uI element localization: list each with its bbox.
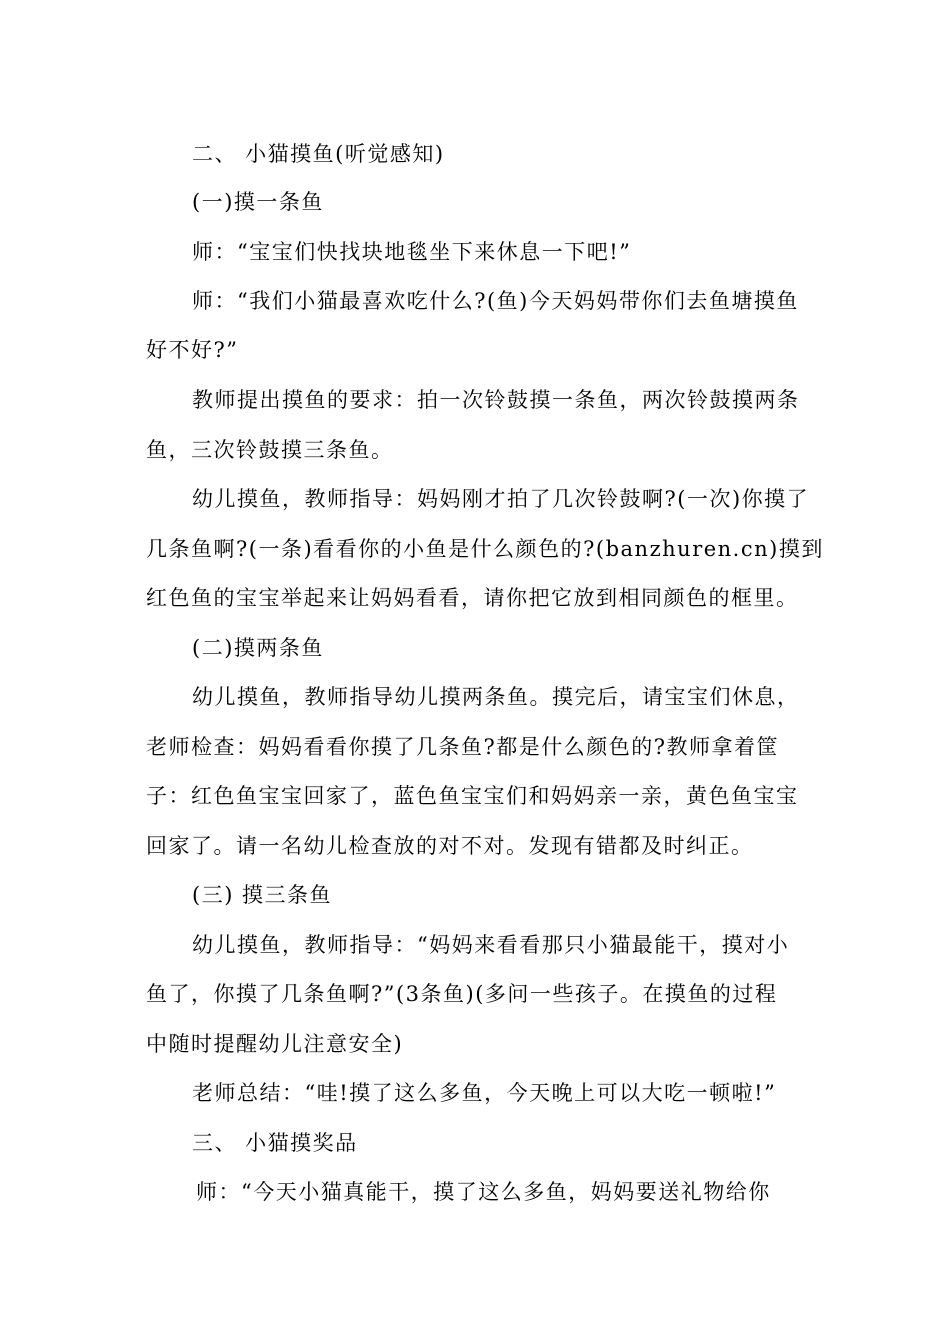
paragraph-line: 师：“今天小猫真能干，摸了这么多鱼，妈妈要送礼物给你 xyxy=(196,1180,771,1204)
subsection-heading-3: (三) 摸三条鱼 xyxy=(192,883,333,907)
paragraph-line: 子：红色鱼宝宝回家了，蓝色鱼宝宝们和妈妈亲一亲，黄色鱼宝宝 xyxy=(146,784,799,808)
section-heading-2: 二、 小猫摸鱼(听觉感知) xyxy=(192,142,445,166)
paragraph-line: 幼儿摸鱼，教师指导幼儿摸两条鱼。摸完后，请宝宝们休息， xyxy=(192,685,800,709)
section-heading-3: 三、 小猫摸奖品 xyxy=(192,1131,358,1155)
paragraph-line: 红色鱼的宝宝举起来让妈妈看看，请你把它放到相同颜色的框里。 xyxy=(146,586,799,610)
subsection-heading-2: (二)摸两条鱼 xyxy=(192,636,324,660)
paragraph-line: 师：“宝宝们快找块地毯坐下来休息一下吧!” xyxy=(192,240,632,264)
paragraph-line: 回家了。请一名幼儿检查放的对不对。发现有错都及时纠正。 xyxy=(146,834,754,858)
paragraph-line: 老师总结：“哇!摸了这么多鱼，今天晚上可以大吃一顿啦!” xyxy=(192,1081,777,1105)
paragraph-line: 中随时提醒幼儿注意安全) xyxy=(146,1032,404,1056)
paragraph-line: 鱼，三次铃鼓摸三条鱼。 xyxy=(146,438,394,462)
paragraph-line: 鱼了，你摸了几条鱼啊?”(3条鱼)(多问一些孩子。在摸鱼的过程 xyxy=(146,982,778,1006)
paragraph-line: 老师检查：妈妈看看你摸了几条鱼?都是什么颜色的?教师拿着筐 xyxy=(146,735,780,759)
paragraph-line: 教师提出摸鱼的要求：拍一次铃鼓摸一条鱼，两次铃鼓摸两条 xyxy=(192,388,800,412)
paragraph-line: 好不好?” xyxy=(146,338,239,362)
paragraph-line: 师：“我们小猫最喜欢吃什么?(鱼)今天妈妈带你们去鱼塘摸鱼 xyxy=(192,289,799,313)
paragraph-line: 幼儿摸鱼，教师指导：妈妈刚才拍了几次铃鼓啊?(一次)你摸了 xyxy=(192,487,810,511)
paragraph-line: 几条鱼啊?(一条)看看你的小鱼是什么颜色的?(banzhuren.cn)摸到 xyxy=(146,537,824,561)
paragraph-line: 幼儿摸鱼，教师指导：“妈妈来看看那只小猫最能干，摸对小 xyxy=(192,933,790,957)
subsection-heading-1: (一)摸一条鱼 xyxy=(192,190,324,214)
